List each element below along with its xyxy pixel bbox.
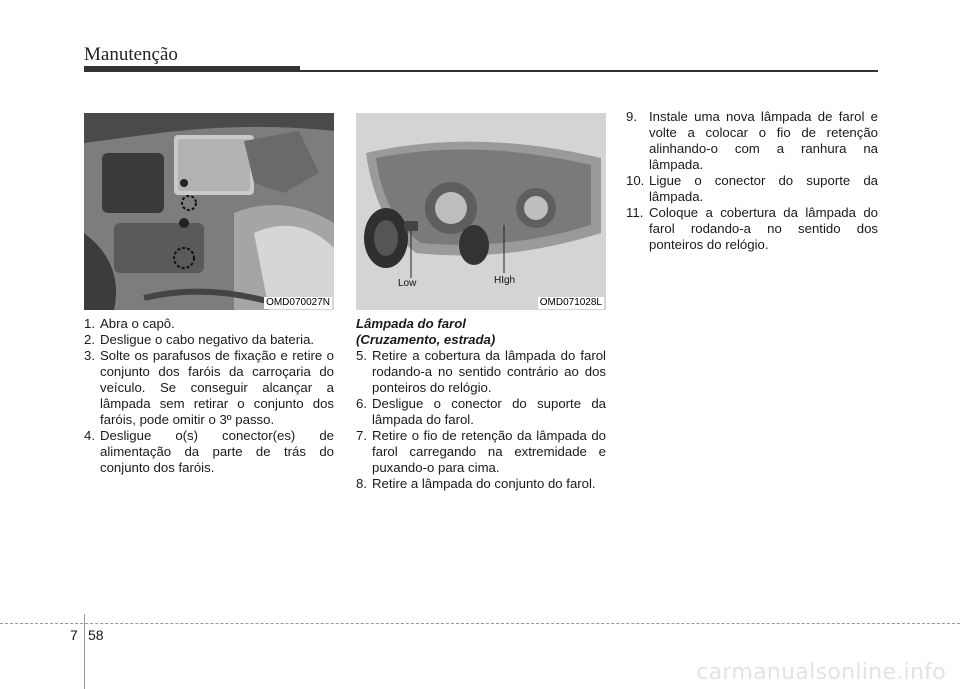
step-item <box>84 348 334 428</box>
step-number: 3. <box>84 348 95 363</box>
site-watermark: carmanualsonline.info <box>696 660 946 685</box>
header-accent-bar <box>84 66 300 72</box>
step-text: Retire a cobertura da lâmpada do farol rodando-a no sentido contrário ao dos ponteiros do relógio. <box>372 348 606 395</box>
step-item <box>84 428 334 476</box>
step-item <box>356 476 606 492</box>
figure-code: OMD070027N <box>266 297 330 308</box>
step-item <box>356 348 606 396</box>
step-list <box>356 348 606 492</box>
step-number: 4. <box>84 428 95 443</box>
step-number: 9. <box>626 109 637 124</box>
step-number: 10. <box>626 173 645 188</box>
callout-high: HIgh <box>494 275 516 286</box>
step-number: 5. <box>356 348 367 363</box>
step-number: 8. <box>356 476 367 491</box>
step-text: Abra o capô. <box>100 316 175 331</box>
step-item <box>626 173 878 205</box>
step-number: 7. <box>356 428 367 443</box>
footer-vertical-rule <box>84 614 85 689</box>
step-number: 1. <box>84 316 95 331</box>
step-text: Desligue o(s) conector(es) de alimentação da parte de trás do conjunto dos faróis. <box>100 428 334 475</box>
step-text: Ligue o conector do suporte da lâmpada. <box>649 173 878 204</box>
section-heading: Lâmpada do farol <box>356 316 466 331</box>
headlamp-assembly-illustration <box>356 113 606 310</box>
step-text: Coloque a cobertura da lâmpada do farol rodando-a no sentido dos ponteiros do relógio. <box>649 205 878 252</box>
step-item <box>84 332 334 348</box>
step-list <box>84 316 334 476</box>
step-item <box>84 316 334 332</box>
step-number: 2. <box>84 332 95 347</box>
step-list <box>626 109 878 253</box>
page-section-title: Manutenção <box>84 44 178 65</box>
column-1 <box>84 316 334 476</box>
step-text: Retire o fio de retenção da lâmpada do farol carregando na extremidade e puxando-o para cima. <box>372 428 606 475</box>
step-number: 11. <box>626 205 644 220</box>
step-item <box>626 109 878 173</box>
footer-dashed-rule <box>0 623 960 624</box>
step-text: Solte os parafusos de fixação e retire o conjunto dos faróis da carroçaria do veículo. Se conseguir alcançar a lâmpada sem retirar o conjunto dos faróis, pode omitir o 3º passo. <box>100 348 334 427</box>
callout-low: Low <box>398 278 417 289</box>
engine-bay-photo <box>84 113 334 310</box>
page-number: 58 <box>88 627 104 643</box>
engine-bay-illustration <box>84 113 334 310</box>
step-item <box>356 396 606 428</box>
step-text: Instale uma nova lâmpada de farol e volte a colocar o fio de retenção alinhando-o com a ranhura na lâmpada. <box>649 109 878 172</box>
chapter-number: 7 <box>70 627 78 643</box>
step-item <box>356 428 606 476</box>
section-subheading: (Cruzamento, estrada) <box>356 332 496 347</box>
step-text: Retire a lâmpada do conjunto do farol. <box>372 476 596 491</box>
headlamp-diagram <box>356 113 606 310</box>
step-number: 6. <box>356 396 367 411</box>
header-rule <box>300 70 878 72</box>
figure-code: OMD071028L <box>539 297 602 308</box>
column-3 <box>626 109 878 253</box>
step-text: Desligue o cabo negativo da bateria. <box>100 332 315 347</box>
step-item <box>626 205 878 253</box>
column-2 <box>356 316 606 492</box>
step-text: Desligue o conector do suporte da lâmpada do farol. <box>372 396 606 427</box>
